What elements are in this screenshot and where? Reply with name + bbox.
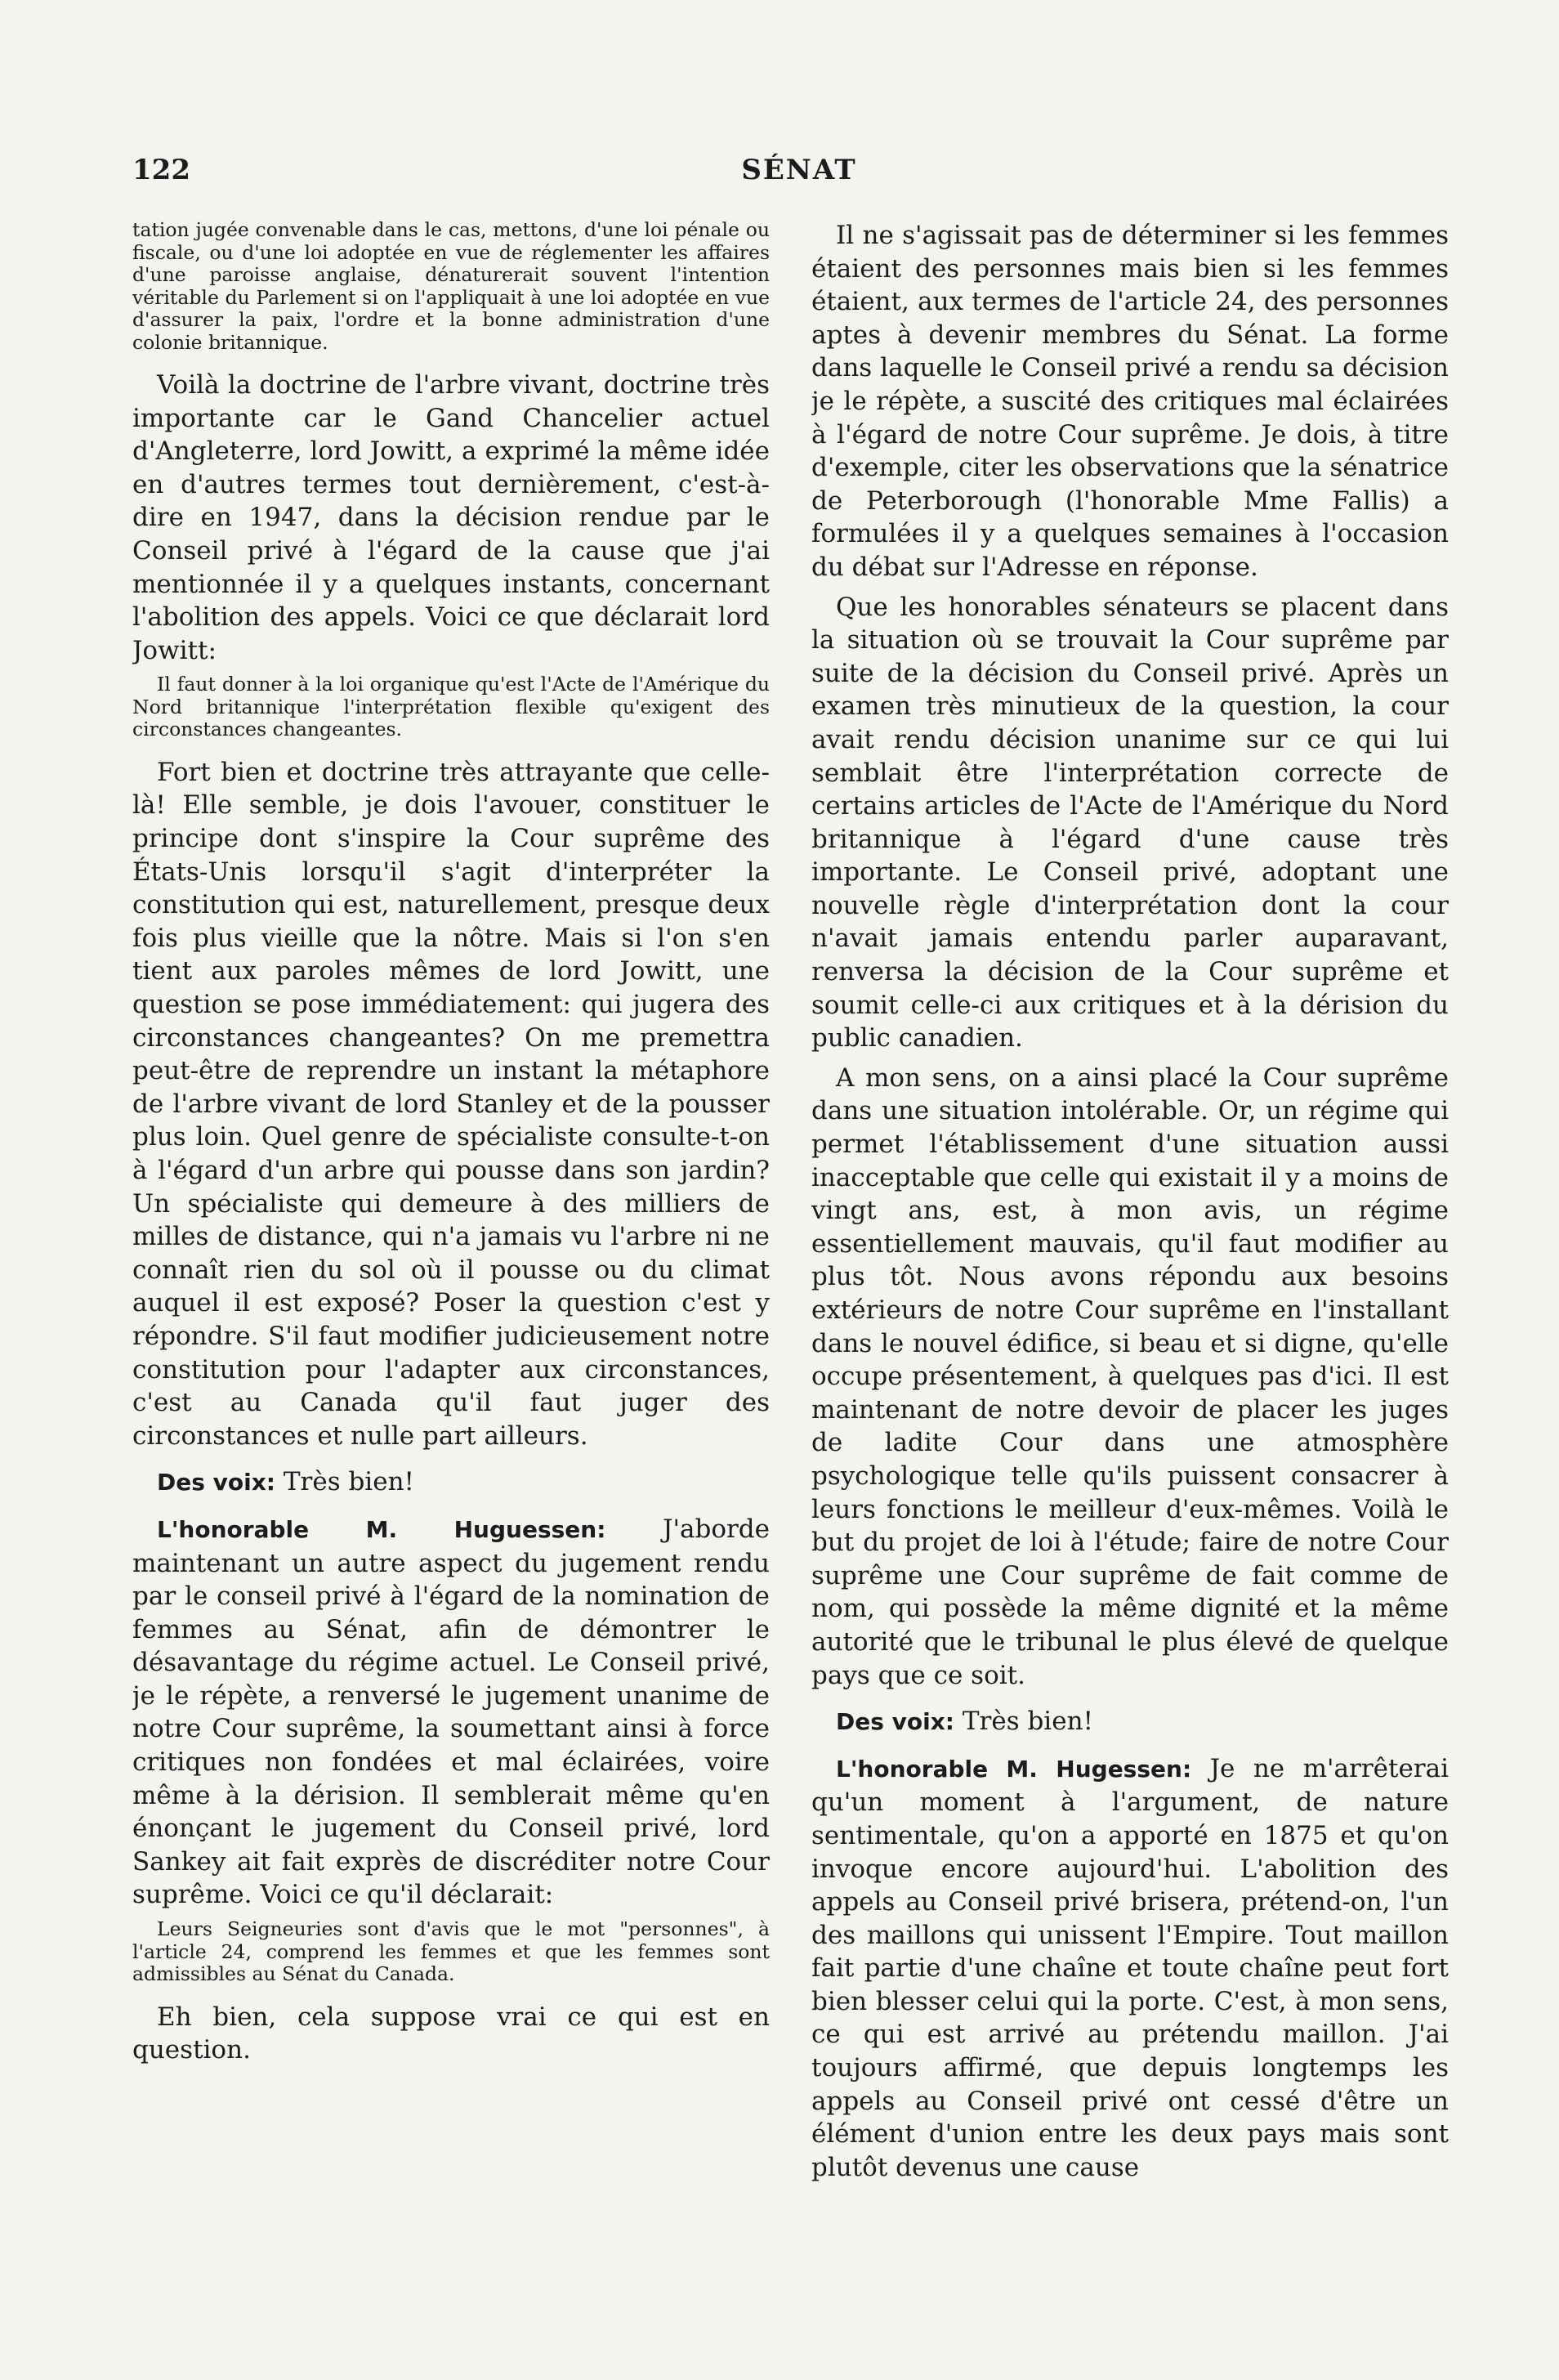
- page-header: [132, 154, 1466, 195]
- paragraph: Que les honorables sénateurs se placent dans la situation où se trouvait la Cour suprême par suite de la décision du Conseil privé. Après un examen très minutieux de la question, la cour avait rendu décision unanime sur ce qui lui semblait être l'interprétation correcte de certains articles de l'Acte de l'Amérique du Nord britannique à l'égard d'une cause très importante. Le Conseil privé, adoptant une nouvelle règle d'interprétation dont la cour n'avait jamais entendu parler auparavant, renversa la décision de la Cour suprême et soumit celle-ci aux critiques et à la dérision du public canadien.: [811, 592, 1449, 1054]
- speech-text: Je ne m'arrêterai qu'un moment à l'argument, de nature sentimentale, qu'on a apporté en 1875 et qu'on invoque encore aujourd'hui. L'abolition des appels au Conseil privé brisera, prétend-on, l'un des maillons qui unissent l'Empire. Tout maillon fait partie d'une chaîne et toute chaîne peut fort bien blesser celui qui la porte. C'est, à mon sens, ce qui est arrivé au prétendu maillon. J'ai toujours affirmé, que depuis longtemps les appels au Conseil privé ont cessé d'être un élément d'union entre les deux pays mais sont plutôt devenus une cause: [811, 1753, 1449, 2182]
- paragraph: Fort bien et doctrine très attrayante que celle-là! Elle semble, je dois l'avouer, constituer le principe dont s'inspire la Cour suprême des États-Unis lorsqu'il s'agit d'interpréter la constitution qui est, naturellement, presque deux fois plus vieille que la nôtre. Mais si l'on s'en tient aux paroles mêmes de lord Jowitt, une question se pose immédiatement: qui jugera des circonstances changeantes? On me premettra peut-être de reprendre un instant la métaphore de l'arbre vivant de lord Stanley et de la pousser plus loin. Quel genre de spécialiste consulte-t-on à l'égard d'un arbre qui pousse dans son jardin? Un spécialiste qui demeure à des milliers de milles de distance, qui n'a jamais vu l'arbre ni ne connaît rien du sol où il pousse ou du climat auquel il est exposé? Poser la question c'est y répondre. S'il faut modifier judicieusement notre constitution pour l'adapter aux circonstances, c'est au Canada qu'il faut juger des circonstances et nulle part ailleurs.: [132, 757, 770, 1451]
- speaker-name: Des voix:: [157, 1469, 275, 1496]
- block-quote: Leurs Seigneuries sont d'avis que le mot "personnes", à l'article 24, comprend les femmes et que les femmes sont admissibles au Sénat du Canada.: [132, 1917, 770, 1986]
- speaker-name: L'honorable M. Hugessen:: [836, 1755, 1192, 1783]
- speech-text: Très bien!: [962, 1707, 1093, 1737]
- running-head-title: SÉNAT: [741, 154, 857, 186]
- speaker-name: L'honorable M. Huguessen:: [157, 1515, 606, 1543]
- speech-paragraph: [811, 1705, 1449, 1739]
- speech-paragraph: [811, 1752, 1449, 2185]
- speech-paragraph: [132, 1513, 770, 1912]
- speech-text: Très bien!: [283, 1467, 414, 1497]
- left-column: [132, 219, 770, 2074]
- right-column: [811, 219, 1449, 2190]
- speaker-name: Des voix:: [836, 1708, 954, 1736]
- paragraph: Voilà la doctrine de l'arbre vivant, doctrine très importante car le Gand Chancelier actuel d'Angleterre, lord Jowitt, a exprimé la même idée en d'autres termes tout dernièrement, c'est-à-dire en 1947, dans la décision rendue par le Conseil privé à l'égard de la cause que j'ai mentionnée il y a quelques instants, concernant l'abolition des appels. Voici ce que déclarait lord Jowitt:: [132, 370, 770, 665]
- block-quote: Il faut donner à la loi organique qu'est l'Acte de l'Amérique du Nord britannique l'interprétation flexible qu'exigent des circonstances changeantes.: [132, 673, 770, 741]
- paragraph: A mon sens, on a ainsi placé la Cour suprême dans une situation intolérable. Or, un régime qui permet l'établissement d'une situation aussi inacceptable que celle qui existait il y a moins de vingt ans, est, à mon avis, un régime essentiellement mauvais, qu'il faut modifier au plus tôt. Nous avons répondu aux besoins extérieurs de notre Cour suprême en l'installant dans le nouvel édifice, si beau et si digne, qu'elle occupe présentement, à quelques pas d'ici. Il est maintenant de notre devoir de placer les juges de ladite Cour dans une atmosphère psychologique telle qu'ils puissent consacrer à leurs fonctions le meilleur d'eux-mêmes. Voilà le but du projet de loi à l'étude; faire de notre Cour suprême une Cour suprême de fait comme de nom, qui possède la même dignité et la même autorité que le tribunal le plus élevé de quelque pays que ce soit.: [811, 1062, 1449, 1690]
- paragraph: Il ne s'agissait pas de déterminer si les femmes étaient des personnes mais bien si les femmes étaient, aux termes de l'article 24, des personnes aptes à devenir membres du Sénat. La forme dans laquelle le Conseil privé a rendu sa décision je le répète, a suscité des critiques mal éclairées à l'égard de notre Cour suprême. Je dois, à titre d'exemple, citer les observations que la sénatrice de Peterborough (l'honorable Mme Fallis) a formulées il y a quelques semaines à l'occasion du débat sur l'Adresse en réponse.: [811, 221, 1449, 582]
- page-number: 122: [132, 154, 190, 186]
- speech-paragraph: [132, 1465, 770, 1500]
- quote-continuation: tation jugée convenable dans le cas, mettons, d'une loi pénale ou fiscale, ou d'une loi adoptée en vue de réglementer les affaires d'une paroisse anglaise, dénaturerait souvent l'intention véritable du Parlement si on l'appliquait à une loi adoptée en vue d'assurer la paix, l'ordre et la bonne administration d'une colonie britannique.: [132, 219, 770, 354]
- paragraph: Eh bien, cela suppose vrai ce qui est en question.: [132, 2002, 770, 2065]
- speech-text: J'aborde maintenant un autre aspect du jugement rendu par le conseil privé à l'égard de la nomination de femmes au Sénat, afin de démontrer le désavantage du régime actuel. Le Conseil privé, je le répète, a renversé le jugement unanime de notre Cour suprême, la soumettant ainsi à force critiques non fondées et mal éclairées, voire même à la dérision. Il semblerait même qu'en énonçant le jugement du Conseil privé, lord Sankey ait fait exprès de discréditer notre Cour suprême. Voici ce qu'il déclarait:: [132, 1514, 770, 1910]
